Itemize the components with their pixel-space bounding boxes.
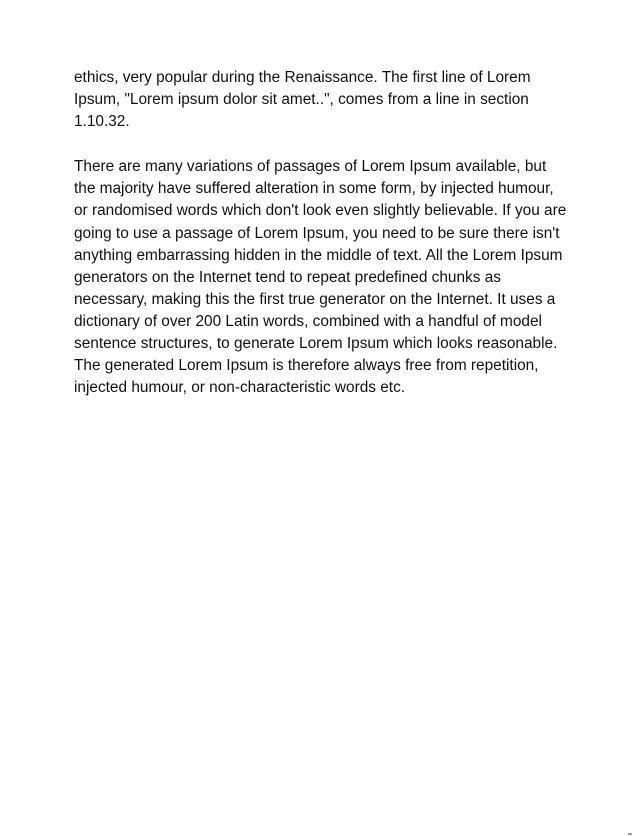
text-line: ethics, very popular during the Renaissance. The first line of Lorem [74,69,531,86]
text-line: the majority have suffered alteration in some form, by injected humour, [74,180,554,198]
text-line: anything embarrassing hidden in the middle of text. All the Lorem Ipsum [74,246,563,264]
text-line: necessary, making this the first true generator on the Internet. It uses a [74,290,556,308]
text-line: generators on the Internet tend to repeat predefined chunks as [74,268,501,286]
text-line: Ipsum, "Lorem ipsum dolor sit amet..", comes from a line in section [74,91,529,109]
text-line: 1.10.32. [74,113,130,131]
document-body [74,67,574,399]
text-line: There are many variations of passages of Lorem Ipsum available, but [74,158,547,176]
text-line: dictionary of over 200 Latin words, combined with a handful of model [74,312,542,330]
paragraph-variations [74,156,574,399]
paragraph-renaissance [74,67,574,133]
text-line: The generated Lorem Ipsum is therefore always free from repetition, [74,357,539,375]
text-line: injected humour, or non-characteristic words etc. [74,379,406,397]
text-line: sentence structures, to generate Lorem Ipsum which looks reasonable. [74,335,558,353]
text-line: going to use a passage of Lorem Ipsum, you need to be sure there isn't [74,224,560,242]
text-line: or randomised words which don't look even slightly believable. If you are [74,202,567,220]
page-corner-mark [628,833,632,835]
